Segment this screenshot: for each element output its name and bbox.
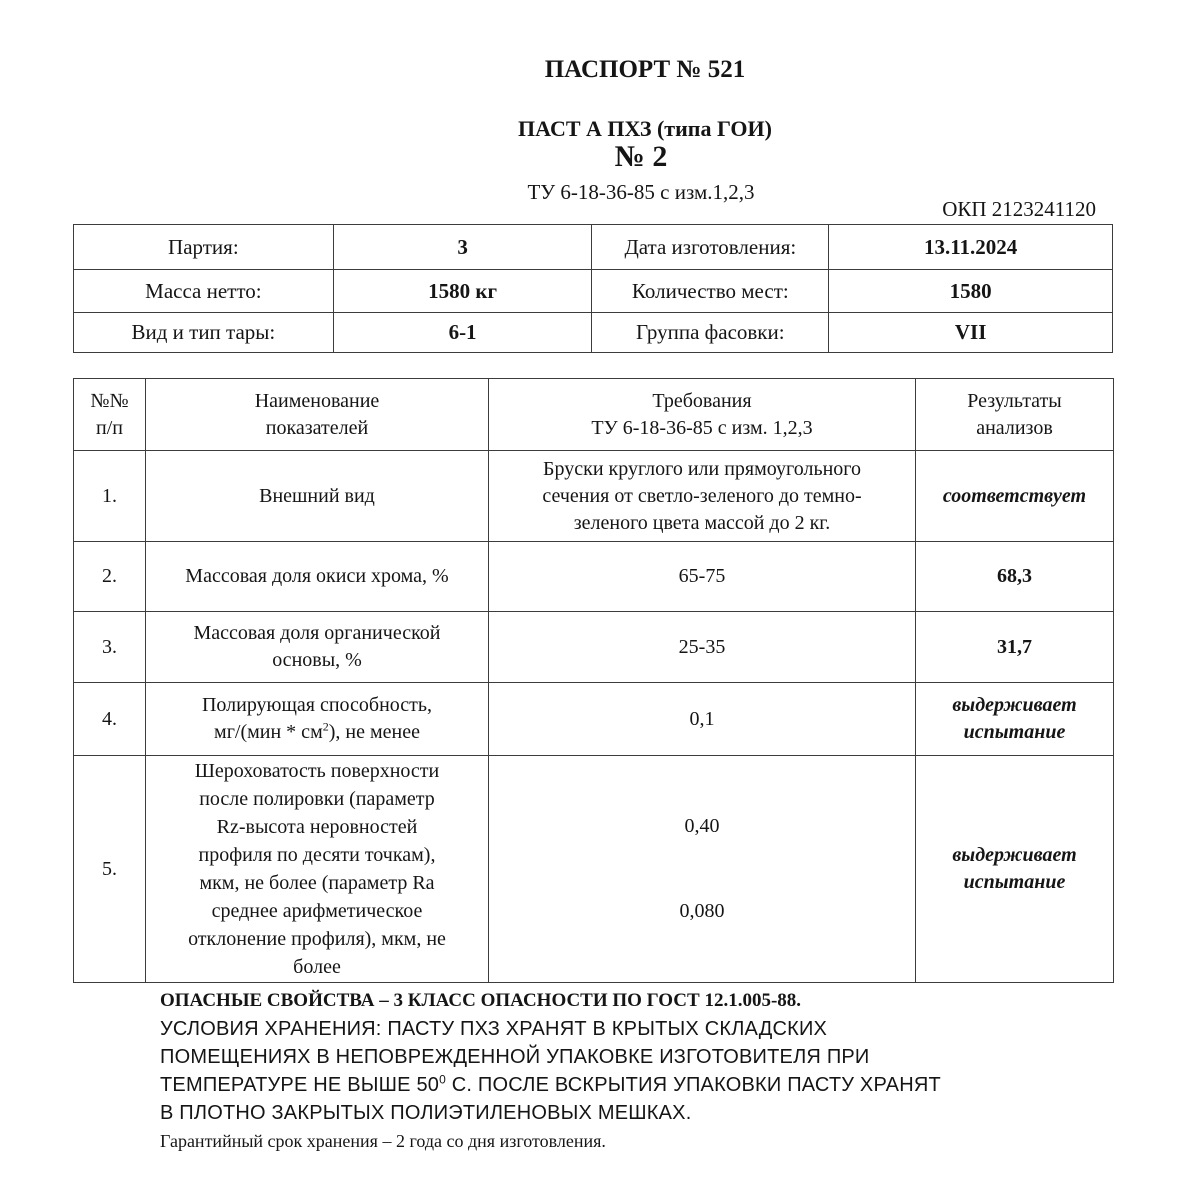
- header-res-line2: анализов: [976, 416, 1053, 439]
- name-line-part: мг/(мин * см: [214, 721, 323, 743]
- table-row: [74, 683, 1114, 756]
- row-result: [916, 683, 1114, 756]
- row-requirement: 25-35: [489, 612, 916, 683]
- tu-standard: ТУ 6-18-36-85 с изм.1,2,3: [527, 180, 755, 204]
- result-line: выдерживает: [952, 694, 1077, 716]
- name-line: [146, 719, 488, 746]
- header-res-line1: Результаты: [967, 389, 1062, 412]
- places-label: Количество мест:: [592, 270, 829, 313]
- header-num: [74, 379, 146, 451]
- req-value: 0,080: [679, 900, 725, 922]
- places-value: 1580: [829, 270, 1113, 313]
- header-results: [916, 379, 1114, 451]
- row-num: 3.: [74, 612, 146, 683]
- row-name: Внешний вид: [146, 451, 489, 542]
- mass-label: Масса нетто:: [74, 270, 334, 313]
- info-row-pack: [74, 313, 1113, 353]
- date-label: Дата изготовления:: [592, 225, 829, 270]
- header-requirements: [489, 379, 916, 451]
- table-row: [74, 756, 1114, 983]
- row-num: 5.: [74, 756, 146, 983]
- group-label: Группа фасовки:: [592, 313, 829, 353]
- name-line: после полировки (параметр: [199, 788, 435, 810]
- name-line: основы, %: [272, 649, 362, 671]
- storage-part: С. ПОСЛЕ ВСКРЫТИЯ УПАКОВКИ ПАСТУ ХРАНЯТ: [446, 1074, 941, 1096]
- name-line: более: [293, 956, 341, 978]
- storage-line: УСЛОВИЯ ХРАНЕНИЯ: ПАСТУ ПХЗ ХРАНЯТ В КРЫТЫХ СКЛАДСКИХ: [160, 1018, 828, 1040]
- req-line: сечения от светло-зеленого до темно-: [542, 484, 862, 507]
- storage-part: ТЕМПЕРАТУРЕ НЕ ВЫШЕ 50: [160, 1074, 440, 1096]
- req-line: Бруски круглого или прямоугольного: [543, 457, 861, 480]
- name-line-part: ), не менее: [328, 721, 420, 743]
- row-num: 4.: [74, 683, 146, 756]
- row-name: Массовая доля окиси хрома, %: [146, 542, 489, 612]
- header-num-line1: №№: [90, 389, 129, 412]
- danger-class: ОПАСНЫЕ СВОЙСТВА – 3 КЛАСС ОПАСНОСТИ ПО ГОСТ 12.1.005-88.: [160, 990, 802, 1011]
- storage-line: В ПЛОТНО ЗАКРЫТЫХ ПОЛИЭТИЛЕНОВЫХ МЕШКАХ.: [160, 1102, 692, 1124]
- row-num: 1.: [74, 451, 146, 542]
- result-line: испытание: [963, 721, 1066, 743]
- row-result: соответствует: [916, 451, 1114, 542]
- row-requirement: 65-75: [489, 542, 916, 612]
- name-line: Шероховатость поверхности: [194, 760, 440, 782]
- product-name: ПАСТ А ПХЗ (типа ГОИ): [518, 116, 772, 141]
- storage-line: [160, 1071, 1120, 1099]
- info-table: [73, 224, 1113, 353]
- result-line: испытание: [963, 871, 1066, 893]
- table-row: [74, 451, 1114, 542]
- row-requirement: [489, 451, 916, 542]
- row-result: [916, 756, 1114, 983]
- table-row: [74, 542, 1114, 612]
- date-value: 13.11.2024: [829, 225, 1113, 270]
- okp-code: ОКП 2123241120: [942, 197, 1096, 221]
- pack-label: Вид и тип тары:: [74, 313, 334, 353]
- name-line: отклонение профиля), мкм, не: [188, 928, 446, 950]
- group-value: VII: [829, 313, 1113, 353]
- name-line: мкм, не более (параметр Ra: [199, 872, 435, 894]
- name-line: Массовая доля органической: [193, 622, 441, 644]
- row-num: 2.: [74, 542, 146, 612]
- name-line: среднее арифметическое: [211, 900, 423, 922]
- product-number: № 2: [614, 140, 668, 173]
- superscript: 2: [322, 719, 329, 734]
- pack-value: 6-1: [333, 313, 592, 353]
- result-line: выдерживает: [952, 844, 1077, 866]
- party-value: 3: [333, 225, 592, 270]
- row-requirement: [489, 756, 916, 983]
- row-result: 68,3: [916, 542, 1114, 612]
- footer-notes: [160, 987, 1120, 1155]
- req-value: 0,40: [684, 815, 720, 837]
- header-num-line2: п/п: [96, 416, 123, 439]
- party-label: Партия:: [74, 225, 334, 270]
- row-requirement: 0,1: [489, 683, 916, 756]
- row-result: 31,7: [916, 612, 1114, 683]
- header-name-line2: показателей: [265, 416, 369, 439]
- passport-title: ПАСПОРТ № 521: [544, 56, 746, 83]
- mass-value: 1580 кг: [333, 270, 592, 313]
- header-name: [146, 379, 489, 451]
- info-row-party: [74, 225, 1113, 270]
- warranty-period: Гарантийный срок хранения – 2 года со дня изготовления.: [160, 1131, 606, 1151]
- header-req-line2: ТУ 6-18-36-85 с изм. 1,2,3: [591, 416, 813, 439]
- req-line: зеленого цвета массой до 2 кг.: [573, 511, 831, 534]
- info-row-mass: [74, 270, 1113, 313]
- header-req-line1: Требования: [652, 389, 752, 412]
- superscript: 0: [439, 1072, 447, 1087]
- name-line: профиля по десяти точкам),: [198, 844, 436, 866]
- table-row: [74, 612, 1114, 683]
- storage-line: ПОМЕЩЕНИЯХ В НЕПОВРЕЖДЕННОЙ УПАКОВКЕ ИЗГОТОВИТЕЛЯ ПРИ: [160, 1046, 870, 1068]
- row-name: [146, 683, 489, 756]
- table-header-row: [74, 379, 1114, 451]
- name-line: Rz-высота неровностей: [216, 816, 418, 838]
- row-name: [146, 756, 489, 983]
- analysis-table: [73, 378, 1114, 983]
- row-name: [146, 612, 489, 683]
- name-line: Полирующая способность,: [201, 694, 433, 716]
- header-name-line1: Наименование: [254, 389, 380, 412]
